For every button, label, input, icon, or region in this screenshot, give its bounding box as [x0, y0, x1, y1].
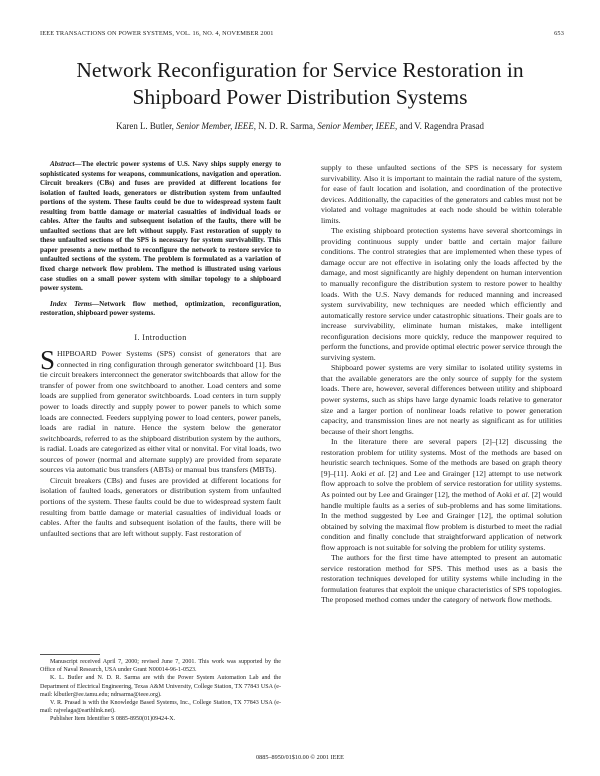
author-2: N. D. R. Sarma,: [258, 121, 316, 131]
p4-part-c: [2] would handle multiple faults as a series of sub-problems and has some limitations. In the method suggested by Lee and Grainger [12], the optimal solution obtained by solving the maximal flow problem is disturbed to meet the radial condition and finally conclude that straightforward application of network flow approach is not suitable for solving the problem for utility systems.: [321, 489, 562, 552]
journal-header: IEEE TRANSACTIONS ON POWER SYSTEMS, VOL. 16, NO. 4, NOVEMBER 2001: [40, 30, 274, 37]
p4-part-a: In the literature there are several papers [2]–[12] discussing the restoration problem for utility systems. Most of the methods are based on heuristic search techniques. Some of the methods are based on graph theory [9]–[11]. Aoki: [321, 437, 562, 478]
section-heading-introduction: I. Introduction: [134, 332, 187, 342]
index-terms: [40, 300, 281, 319]
page-number: 653: [554, 30, 564, 37]
intro-paragraph-2: Circuit breakers (CBs) and fuses are provided at different locations for isolation of faulted loads, generators or distribution system from unfaulted portions of the system. These faults could be due to widespread system fault resulting from battle damage or material casualties of individual loads or cables. After the faults and subsequent isolation of the faults, there will be unfaulted sections that are left without supply. Fast restoration of: [40, 475, 281, 538]
copyright-footer: 0885–8950/01$10.00 © 2001 IEEE: [256, 754, 344, 761]
intro-paragraph-1-text: Power Systems (SPS) consist of generators that are connected in ring configuration through generator switchboard [1]. Bus tie circuit breakers interconnect the generator switchboards that allow for the transfer of power from one switchboard to another. Load centers and some loads are supplied from generator switchboards. Load centers in turn supply power to loads directly and supply power to power panels to which some loads are connected. Feeders supplying power to load centers, power panels, loads are radial in nature. Hence the system below the generator switchboards, referred to as the shipboard distribution system by the authors, is radial. Loads are categorized as either vital or nonvital. For vital loads, two sources of power (normal and alternate supply) are provided from separate sources via automatic bus transfers (ABTs) or manual bus transfers (MBTs).: [40, 349, 281, 475]
paper-title: [30, 57, 570, 111]
footnote-affiliation-1: K. L. Butler and N. D. R. Sarma are with the Power System Automation Lab and the Department of Electrical Engineering, Texas A&M University, College Station, TX 77843 USA (e-mail: klbutler@ee.tamu.edu; ndrsarma@ieee.org).: [40, 675, 281, 698]
running-header: [40, 30, 564, 42]
intro-lead-word: HIPBOARD: [57, 349, 97, 359]
abstract-label: Abstract—: [50, 160, 82, 168]
footnote-rule: [40, 654, 100, 655]
right-paragraph-5: The authors for the first time have attempted to present an automatic service restoration method for SPS. This method uses as a basis the restoration techniques developed for utility systems while including in the formulation features that exploit the unique characteristics of SPS topologies. The proposed method comes under the category of network flow methods.: [321, 553, 562, 605]
drop-cap: S: [40, 345, 56, 376]
p4-part-b: [2] and Lee and Grainger [12] attempt to use network flow approach to solve the problem of service restoration for utility systems. As pointed out by Lee and Grainger [12], the method of Aoki: [321, 468, 563, 499]
p4-etal-1: et al.: [369, 468, 386, 478]
abstract: [40, 160, 281, 294]
right-paragraph-3: Shipboard power systems are very similar to isolated utility systems in that the available generators are the only source of supply for the system loads. There are, however, several differences between utility and shipboard power systems, such as ships have large dynamic loads relative to generator size and a larger portion of nonlinear loads relative to power generation capacity, and transmission lines are not nearly as significant as for utilities because of their short lengths.: [321, 363, 562, 436]
author-2-membership: Senior Member, IEEE,: [317, 121, 398, 131]
right-column: [321, 163, 562, 606]
author-1: Karen L. Butler,: [116, 121, 174, 131]
footnotes: [40, 658, 281, 724]
index-terms-text: Network flow method, optimization, reconfiguration, restoration, shipboard power systems.: [40, 299, 281, 318]
author-1-membership: Senior Member, IEEE,: [176, 121, 256, 131]
author-3: and V. Ragendra Prasad: [399, 121, 484, 131]
index-terms-label: Index Terms—: [50, 299, 100, 308]
right-paragraph-2: The existing shipboard protection systems have several shortcomings in providing continuous supply under battle and certain major failure conditions. The control strategies that are implemented when these types of damage occur are not effective in isolating only the loads affected by the damage, and most significantly are highly dependent on human intervention to manually reconfigure the distribution system to restore power to healthy loads. With the U.S. Navy demands for reduced manning and increased system survivability, new techniques are needed which efficiently and automatically restore service under catastrophic situations. Their goals are to increase survivability, eliminate human mistakes, make intelligent reconfiguration decisions more quickly, reduce the manpower required to perform the functions, and provide optimal electric power service through the surviving system.: [321, 226, 562, 362]
title-line-1: Network Reconfiguration for Service Restoration in: [76, 58, 524, 82]
right-paragraph-4: [321, 437, 562, 553]
author-line: [30, 121, 570, 131]
p4-etal-2: et al.: [514, 489, 530, 499]
footnote-affiliation-2: V. R. Prasad is with the Knowledge Based Systems, Inc., College Station, TX 77843 USA (e-mail: rajvelaga@earthlink.net).: [40, 700, 281, 715]
right-paragraph-1: supply to these unfaulted sections of the SPS is necessary for system survivability. Also it is important to maintain the radial nature of the system, for ease of fault location and isolation, and coordination of the protective devices. Additionally, the capacities of the generators and cables must not be violated and voltage magnitudes at each node should be within tolerable limits.: [321, 163, 562, 225]
left-column: [40, 160, 281, 539]
title-line-2: Shipboard Power Distribution Systems: [132, 85, 468, 109]
footnote-manuscript: Manuscript received April 7, 2000; revised June 7, 2001. This work was supported by the Office of Naval Research, USA under Grant N00014-96-1-0523.: [40, 659, 281, 674]
footnote-publisher-id: Publisher Item Identifier S 0885-8950(01)09424-X.: [50, 716, 176, 723]
abstract-text: The electric power systems of U.S. Navy ships supply energy to sophisticated systems for weapons, communications, navigation and operation. Circuit breakers (CBs) and fuses are provided at different locations for isolation of faulted loads, generators or distribution system from unfaulted portions of the system. These faults could be due to widespread system fault resulting from battle damage or material casualties of individual loads or cables. After the faults and subsequent isolation of the faults, there will be unfaulted sections that are left without supply. Fast restoration of supply to these unfaulted sections of the SPS is necessary for system survivability. This paper presents a new method to reconfigure the network to restore service to unfaulted sections of the system. The problem is formulated as a variation of fixed charge network flow problem. The method is illustrated using various case studies on a small power system with similar topology to a shipboard power system.: [40, 160, 281, 293]
intro-paragraph-1: [40, 345, 281, 476]
